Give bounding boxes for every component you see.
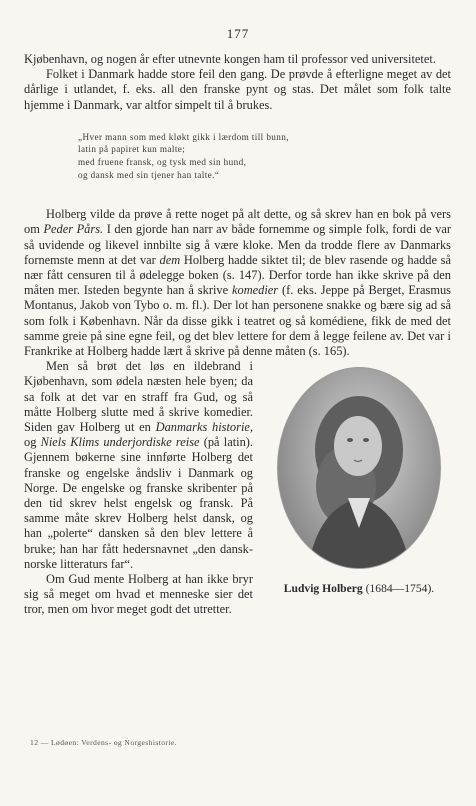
emphasis-komedier: komedier [232,283,279,298]
verse-line: og dansk med sin tjener han talte.“ [78,169,220,180]
portrait-caption [261,581,457,596]
emphasis-dem: dem [159,252,181,267]
verse-line: med fruene fransk, og tysk med sin hund, [78,157,247,167]
page-body [24,52,451,618]
page-footer: 12 — Lødøen: Verdens- og Norgeshistorie. [30,738,177,747]
portrait-figure [261,363,457,596]
portrait-illustration [278,368,440,568]
text-with-figure [24,359,451,617]
caption-name: Ludvig Holberg [283,582,363,596]
book-title-danmarks-historie: Danmarks historie, [155,420,253,435]
book-title-niels-klim: Niels Klims underjordiske reise [40,435,200,450]
book-title-peder-pars: Peder Pårs. [43,222,104,237]
paragraph-4: Men så brøt det løs en ildebrand i Kjøbenhavn, som ødela næsten hele byen; da sa folk at det var en straff fra Gud, og så måtte Holberg slutte med å skrive komedier. Siden gav Holberg ut en Danmarks historie, og Niels Klims underjordiske reise (på latin). Gjennem bøkerne sine innførte Holberg det franske og engelske åndsliv i Danmark og Norge. De engelske og franske skribenter på den tid skrev helst engelsk og fransk. På samme måte skrev Holberg helst dansk, og han „polerte“ dansken så den blev lettere å bruke; han har fått hedersnavnet „den dansk-norske litteraturs far“. [24,359,253,571]
holberg-portrait-image [277,367,441,569]
paragraph-3: Holberg vilde da prøve å rette noget på alt dette, og så skrev han en bok på vers om Peder Pårs. I den gjorde han narr av både fornemme og simple folk, fordi de var så uvidende og likevel innbilte sig å være kloke. Men da trodde flere av Danmarks fornemste menn at det var dem Holberg hadde siktet til; de blev rasende og hadde så nær fått censuren til å ødelegge boken (s. 147). Derfor torde han ikke skrive på den måten mer. Isteden begynte han å skrive komedier (f. eks. Jeppe på Berget, Erasmus Montanus, Jakob von Tybo o. m. fl.). Der lot han personene snakke og bære sig ad så som folk i København. Når da disse gikk i teatret og så komédiene, fikk de med det samme greie på sine egne feil, og det blev lettere for dem å legge feilene av. Det var i Frankrike at Holberg hadde lært å skrive på denne måten (s. 165). [24,207,452,359]
paragraph-1: Kjøbenhavn, og nogen år efter utnevnte kongen ham til professor ved universitetet. [24,52,436,66]
paragraph-2: Folket i Danmark hadde store feil den gang. De prøvde å efterligne meget av det dårlige i utlandet, f. eks. all den franske pynt og stas. Det målet som folk talte hjemme i Danmark, var altfor simpelt til å brukes. [24,67,451,112]
verse-line: latin på papiret kun malte; [78,144,186,155]
verse-line: „Hver mann som med kløkt gikk i lærdom till bunn, [78,131,289,142]
page-number: 177 [226,26,250,41]
paragraph-5: Om Gud mente Holberg at han ikke bryr sig så meget om hvad et menneske sier det tror, men om hvor meget godt det utretter. [24,572,253,617]
caption-years: (1684—1754). [365,582,435,596]
verse-quote [78,131,398,181]
